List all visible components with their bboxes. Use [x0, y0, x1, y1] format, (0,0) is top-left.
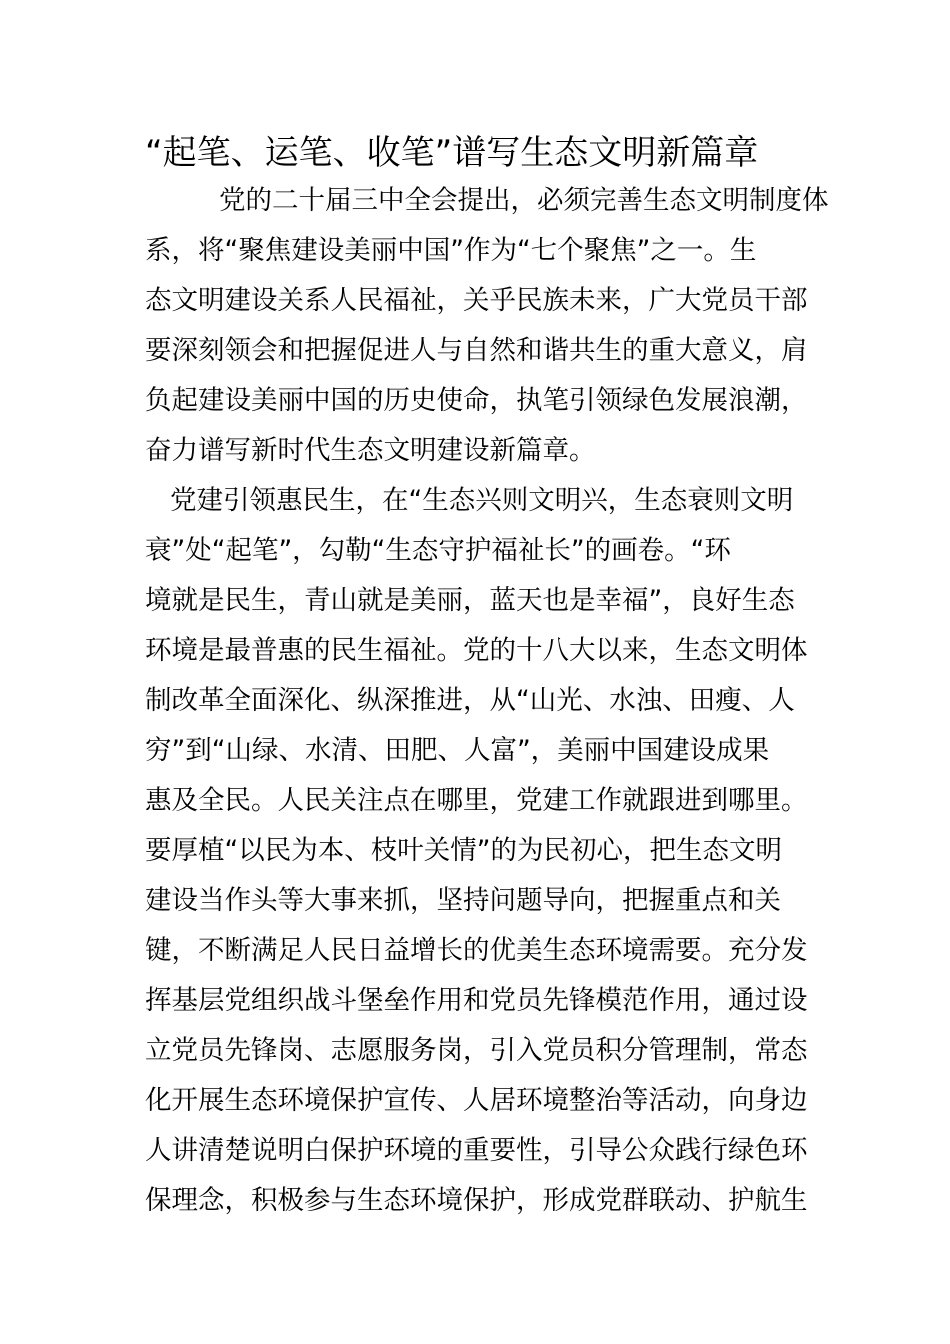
- document-title: “起笔、运笔、收笔”谱写生态文明新篇章: [145, 133, 759, 173]
- paragraph-line: 键，不断满足人民日益增长的优美生态环境需要。充分发: [145, 935, 808, 966]
- paragraph-line: 系，将“聚焦建设美丽中国”作为“七个聚焦”之一。生: [145, 235, 757, 266]
- paragraph-line: 境就是民生，青山就是美丽，蓝天也是幸福”，良好生态: [145, 585, 795, 616]
- paragraph-line: 挥基层党组织战斗堡垒作用和党员先锋模范作用，通过设: [145, 985, 808, 1016]
- paragraph-line: 化开展生态环境保护宣传、人居环境整治等活动，向身边: [145, 1085, 808, 1116]
- paragraph-line: 党的二十届三中全会提出，必须完善生态文明制度体: [219, 185, 829, 216]
- paragraph-line: 建设当作头等大事来抓，坚持问题导向，把握重点和关: [145, 885, 781, 916]
- paragraph-line: 环境是最普惠的民生福祉。党的十八大以来，生态文明体: [145, 635, 808, 666]
- paragraph-line: 态文明建设关系人民福祉，关乎民族未来，广大党员干部: [145, 285, 808, 316]
- paragraph-line: 惠及全民。人民关注点在哪里，党建工作就跟进到哪里。: [145, 785, 808, 816]
- paragraph-line: 党建引领惠民生，在“生态兴则文明兴，生态衰则文明: [170, 485, 794, 516]
- paragraph-line: 奋力谱写新时代生态文明建设新篇章。: [145, 435, 596, 466]
- paragraph-line: 人讲清楚说明白保护环境的重要性，引导公众践行绿色环: [145, 1135, 808, 1166]
- paragraph-line: 要深刻领会和把握促进人与自然和谐共生的重大意义，肩: [145, 335, 808, 366]
- paragraph-line: 要厚植“以民为本、枝叶关情”的为民初心，把生态文明: [145, 835, 782, 866]
- paragraph-line: 制改革全面深化、纵深推进，从“山光、水浊、田瘦、人: [145, 685, 795, 716]
- paragraph-line: 穷”到“山绿、水清、田肥、人富”，美丽中国建设成果: [145, 735, 770, 766]
- paragraph-line: 保理念，积极参与生态环境保护，形成党群联动、护航生: [145, 1185, 808, 1216]
- paragraph-line: 负起建设美丽中国的历史使命，执笔引领绿色发展浪潮，: [145, 385, 808, 416]
- paragraph-line: 立党员先锋岗、志愿服务岗，引入党员积分管理制，常态: [145, 1035, 808, 1066]
- paragraph-line: 衰”处“起笔”，勾勒“生态守护福祉长”的画卷。“环: [145, 535, 731, 566]
